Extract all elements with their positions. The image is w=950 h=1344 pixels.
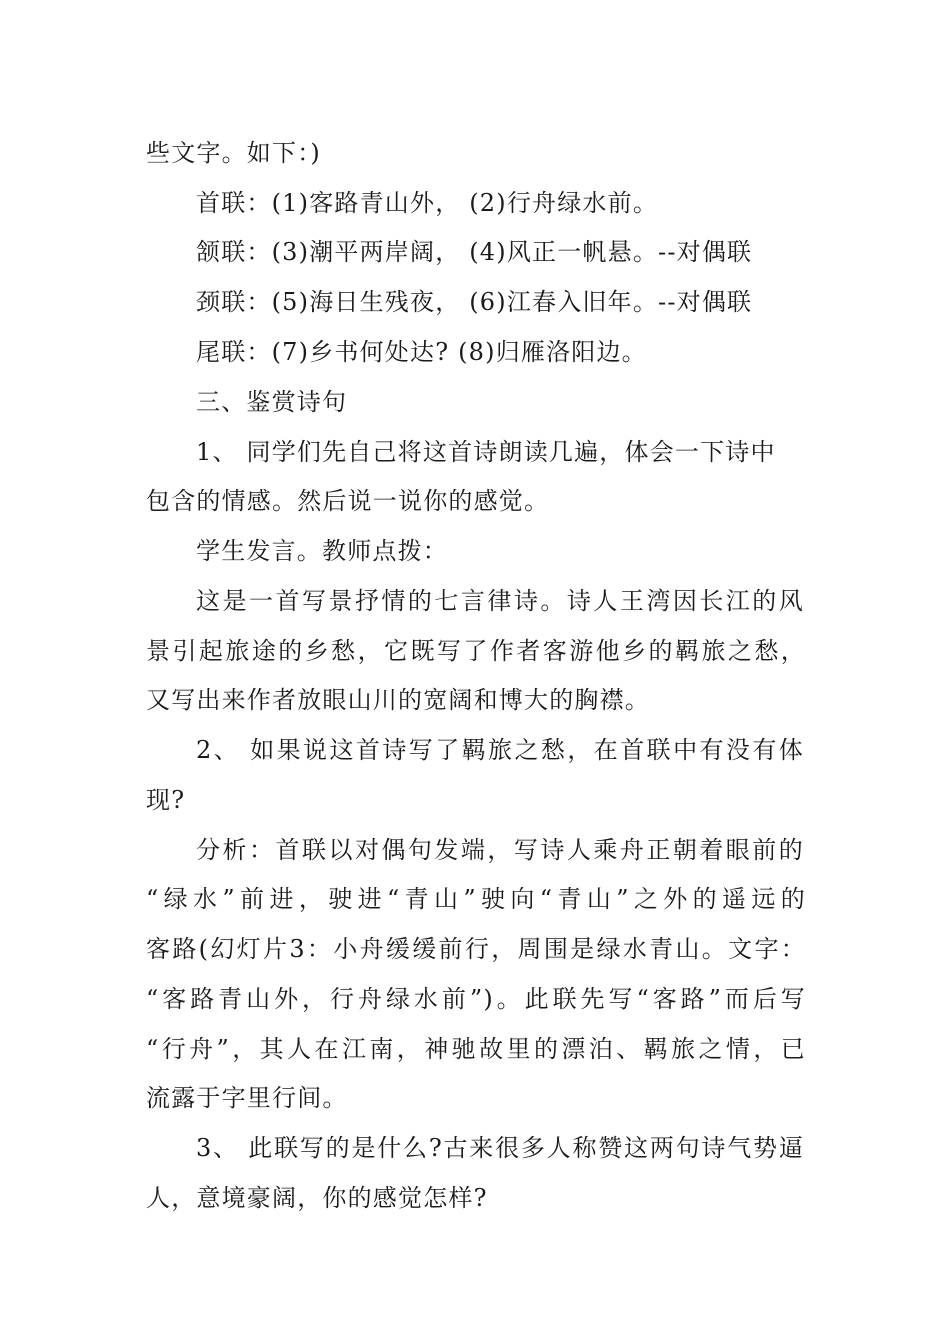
text-line: 又写出来作者放眼山川的宽阔和博大的胸襟。 [146, 686, 650, 714]
text-line: “绿水”前进，驶进“青山”驶向“青山”之外的遥远的 [146, 885, 806, 913]
text-line: 景引起旅途的乡愁，它既写了作者客游他乡的羁旅之愁， [146, 637, 806, 665]
question-3: 3、 此联写的是什么?古来很多人称赞这两句诗气势逼 [196, 1134, 804, 1162]
text-line: 流露于字里行间。 [146, 1084, 348, 1112]
text-line: 这是一首写景抒情的七言律诗。诗人王湾因长江的风 [196, 587, 804, 615]
question-1: 1、 同学们先自己将这首诗朗读几遍，体会一下诗中 [196, 438, 776, 466]
text-line-couplet-2: 颔联：(3)潮平两岸阔， (4)风正一帆悬。--对偶联 [196, 238, 753, 266]
text-line-couplet-1: 首联：(1)客路青山外， (2)行舟绿水前。 [196, 189, 659, 217]
text-line-couplet-4: 尾联：(7)乡书何处达? (8)归雁洛阳边。 [196, 338, 647, 366]
text-line: 客路(幻灯片3：小舟缓缓前行，周围是绿水青山。文字： [146, 935, 806, 963]
text-line: 包含的情感。然后说一说你的感觉。 [146, 487, 550, 515]
text-line-couplet-3: 颈联：(5)海日生残夜， (6)江春入旧年。--对偶联 [196, 288, 753, 316]
text-line: 些文字。如下：) [146, 139, 321, 167]
question-2: 2、 如果说这首诗写了羁旅之愁，在首联中有没有体 [196, 736, 804, 764]
text-line: 学生发言。教师点拨： [196, 537, 448, 565]
text-line: 人，意境豪阔，你的感觉怎样? [146, 1184, 488, 1212]
text-line: “客路青山外，行舟绿水前”)。此联先写“客路”而后写 [146, 985, 806, 1013]
section-heading: 三、鉴赏诗句 [196, 388, 348, 416]
text-line: “行舟”，其人在江南，神驰故里的漂泊、羁旅之情，已 [146, 1035, 806, 1063]
text-line: 分析：首联以对偶句发端，写诗人乘舟正朝着眼前的 [196, 836, 804, 864]
text-line: 现? [146, 786, 186, 814]
